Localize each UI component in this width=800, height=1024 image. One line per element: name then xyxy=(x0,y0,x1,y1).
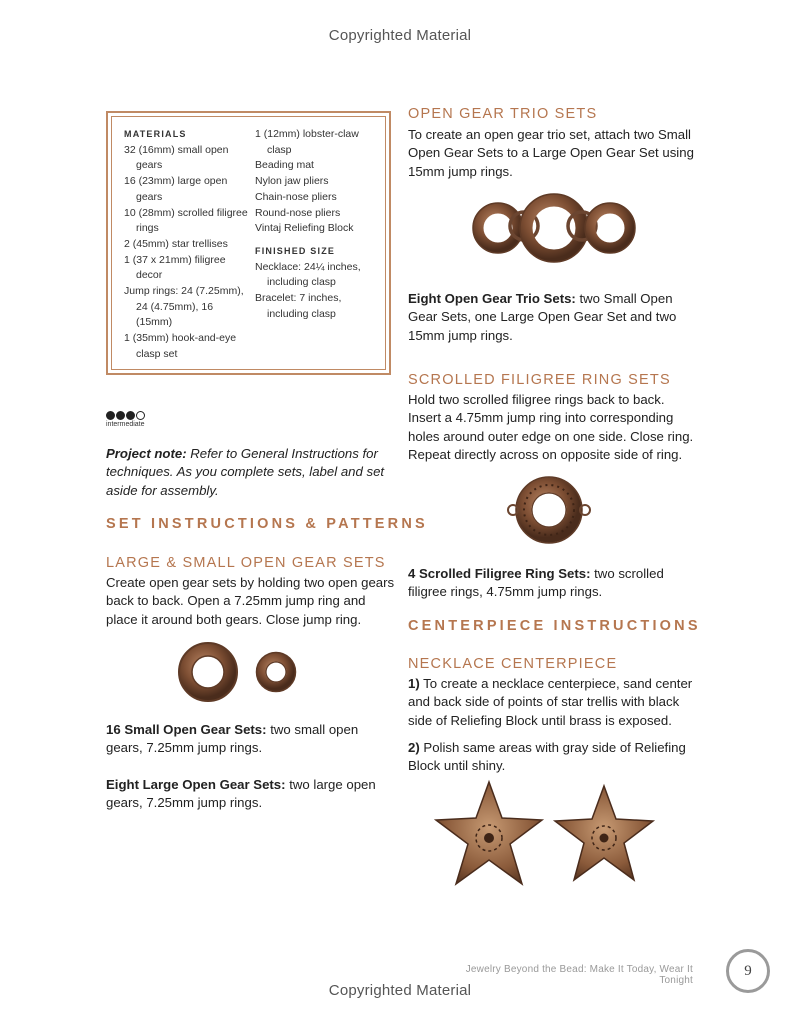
material-item: 32 (16mm) small open gears xyxy=(124,143,229,172)
trio-sets-result xyxy=(408,290,700,345)
skill-level-indicator xyxy=(106,411,145,428)
large-gear-sets-lead: Eight Large Open Gear Sets: xyxy=(106,777,286,792)
skill-dot-filled-icon xyxy=(116,411,125,420)
material-item: Round-nose pliers xyxy=(255,206,341,219)
trio-sets-text: To create an open gear trio set, attach two Small Open Gear Sets to a Large Open Gear Set using 15mm jump rings. xyxy=(408,127,694,179)
material-item: 16 (23mm) large open gears xyxy=(124,175,228,203)
material-item: Vintaj Reliefing Block xyxy=(255,222,354,235)
materials-heading: MATERIALS xyxy=(124,129,187,139)
book-title-footer: Jewelry Beyond the Bead: Make It Today, Wear It Tonight xyxy=(465,964,693,986)
centerpiece-step-2 xyxy=(408,739,700,776)
material-item: 1 (35mm) hook-and-eye clasp set xyxy=(124,332,237,360)
gear-trio-photo xyxy=(468,192,640,264)
skill-level-dots xyxy=(106,411,145,420)
material-item: 10 (28mm) scrolled filigree rings xyxy=(124,206,248,235)
step-1-number: 1) xyxy=(408,676,420,691)
copyright-watermark-bottom: Copyrighted Material xyxy=(328,982,472,999)
filigree-sets-lead: 4 Scrolled Filigree Ring Sets: xyxy=(408,566,591,581)
finished-size-item: Necklace: 24¼ inches, including clasp xyxy=(255,260,361,289)
skill-dot-filled-icon xyxy=(126,411,135,420)
skill-dot-empty-icon xyxy=(136,411,145,420)
finished-size-heading: FINISHED SIZE xyxy=(255,245,336,256)
gear-sets-text: Create open gear sets by holding two open gears back to back. Open a 7.25mm jump ring and place it around both gears. Close jump ring. xyxy=(106,575,395,627)
project-note xyxy=(106,445,386,500)
open-gear-set-photo xyxy=(172,638,312,708)
copyright-watermark-top: Copyrighted Material xyxy=(328,27,472,44)
filigree-ring-photo xyxy=(506,474,592,546)
filigree-sets-result-text: two scrolled filigree rings, 4.75mm jump rings. xyxy=(408,566,664,600)
material-item: Beading mat xyxy=(255,159,314,172)
small-gear-sets-lead: 16 Small Open Gear Sets: xyxy=(106,722,267,737)
star-trellis-photo xyxy=(434,778,660,890)
material-item: 2 (45mm) star trellises xyxy=(124,237,228,250)
small-gear-sets-text: two small open gears, 7.25mm jump rings. xyxy=(106,722,359,756)
necklace-centerpiece-heading: NECKLACE CENTERPIECE xyxy=(408,656,618,672)
step-2-text: Polish same areas with gray side of Reliefing Block until shiny. xyxy=(408,740,686,774)
finished-size-item: Bracelet: 7 inches, including clasp xyxy=(255,292,342,320)
step-2-number: 2) xyxy=(408,740,420,755)
filigree-sets-text: Hold two scrolled filigree rings back to back. Insert a 4.75mm jump ring into corresponding holes around outer edge on one side. Close ring. Repeat directly across on opposite side of ring. xyxy=(408,392,694,462)
step-1-text: To create a necklace centerpiece, sand center and back side of points of star trellis with black side of Reliefing Block until brass is exposed. xyxy=(408,676,693,728)
skill-level-label: intermediate xyxy=(106,421,145,428)
trio-sets-heading: OPEN GEAR TRIO SETS xyxy=(408,106,598,122)
set-instructions-heading: SET INSTRUCTIONS & PATTERNS xyxy=(106,516,428,532)
gear-sets-heading: LARGE & SMALL OPEN GEAR SETS xyxy=(106,555,386,571)
small-gear-sets-result xyxy=(106,721,396,758)
project-note-text: Refer to General Instructions for techniques. As you complete sets, label and set aside for assembly. xyxy=(106,446,385,498)
filigree-sets-result xyxy=(408,565,700,602)
large-gear-sets-text: two large open gears, 7.25mm jump rings. xyxy=(106,777,376,811)
material-item: Jump rings: 24 (7.25mm), 24 (4.75mm), 16 (15mm) xyxy=(124,285,244,329)
centerpiece-instructions-heading: CENTERPIECE INSTRUCTIONS xyxy=(408,618,701,634)
material-item: 1 (37 x 21mm) filigree decor xyxy=(124,253,226,282)
centerpiece-step-1 xyxy=(408,675,700,730)
material-item: 1 (12mm) lobster-claw clasp xyxy=(255,128,359,156)
materials-right-column xyxy=(255,127,375,322)
project-note-lead: Project note: xyxy=(106,446,187,461)
large-gear-sets-result xyxy=(106,776,396,813)
materials-left-column xyxy=(124,127,250,363)
trio-sets-lead: Eight Open Gear Trio Sets: xyxy=(408,291,576,306)
trio-sets-result-text: two Small Open Gear Sets, one Large Open Gear Set and two 15mm jump rings. xyxy=(408,291,677,343)
page-number: 9 xyxy=(744,962,752,979)
skill-dot-filled-icon xyxy=(106,411,115,420)
filigree-sets-heading: SCROLLED FILIGREE RING SETS xyxy=(408,372,671,388)
material-item: Nylon jaw pliers xyxy=(255,175,329,188)
materials-box xyxy=(106,111,391,375)
material-item: Chain-nose pliers xyxy=(255,190,337,203)
